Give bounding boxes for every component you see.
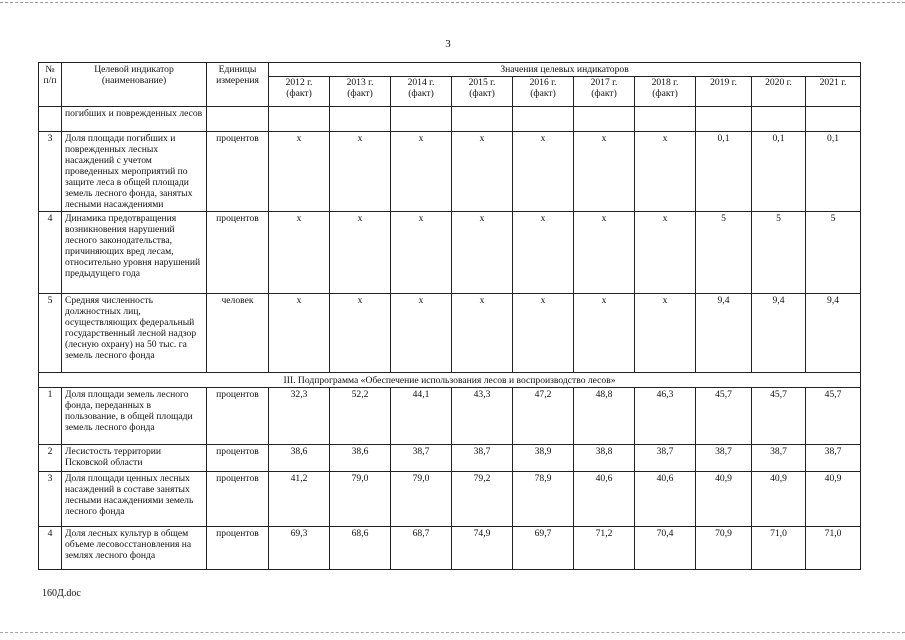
table-row (39, 472, 861, 527)
indicator-value: х (330, 294, 391, 373)
indicator-value: 32,3 (269, 388, 330, 445)
indicator-value: 38,9 (513, 445, 574, 472)
indicator-value: х (574, 212, 635, 294)
indicator-value: 5 (752, 212, 806, 294)
indicator-unit: процентов (207, 445, 269, 472)
indicator-value: х (391, 294, 452, 373)
header-units: Единицы измерения (207, 63, 269, 107)
indicator-unit: процентов (207, 132, 269, 212)
indicator-value: 40,9 (752, 472, 806, 527)
header-year: 2019 г. (696, 77, 752, 107)
indicator-value: 68,7 (391, 527, 452, 570)
indicator-value: х (269, 212, 330, 294)
indicator-value: 43,3 (452, 388, 513, 445)
indicator-value: 47,2 (513, 388, 574, 445)
indicator-name: погибших и поврежденных лесов (62, 107, 207, 132)
indicator-value: 45,7 (696, 388, 752, 445)
scan-edge-bottom (0, 632, 905, 633)
indicator-value: х (452, 212, 513, 294)
indicator-value: 79,0 (391, 472, 452, 527)
page-number: 3 (445, 38, 451, 50)
indicator-name: Доля площади погибших и поврежденных лесных насаждений с учетом проведенных мероприятий по защите леса в общей площади земель лесного фонда, занятых лесными насаждениями (62, 132, 207, 212)
indicator-value: 5 (806, 212, 861, 294)
indicator-unit (207, 107, 269, 132)
indicator-value: 71,0 (806, 527, 861, 570)
indicator-value: 71,0 (752, 527, 806, 570)
indicator-value: 38,6 (330, 445, 391, 472)
indicator-value: 38,7 (696, 445, 752, 472)
indicator-value: х (574, 132, 635, 212)
indicator-value: 71,2 (574, 527, 635, 570)
indicator-unit: процентов (207, 212, 269, 294)
indicator-value: 5 (696, 212, 752, 294)
row-number (39, 107, 62, 132)
table-row-continuation (39, 107, 861, 132)
indicator-value: х (391, 132, 452, 212)
indicator-value: 69,3 (269, 527, 330, 570)
indicator-value: 40,6 (574, 472, 635, 527)
indicator-value: 74,9 (452, 527, 513, 570)
indicator-value: 9,4 (806, 294, 861, 373)
indicator-value: х (330, 212, 391, 294)
indicator-value: 38,8 (574, 445, 635, 472)
indicator-value: 40,6 (635, 472, 696, 527)
row-number: 2 (39, 445, 62, 472)
indicator-value: 70,9 (696, 527, 752, 570)
indicator-value: 68,6 (330, 527, 391, 570)
indicator-value: х (330, 132, 391, 212)
row-number: 4 (39, 212, 62, 294)
indicator-value: х (635, 294, 696, 373)
indicator-unit: процентов (207, 388, 269, 445)
header-year: 2020 г. (752, 77, 806, 107)
header-year: 2017 г. (факт) (574, 77, 635, 107)
indicator-value: 38,7 (635, 445, 696, 472)
indicator-value: х (269, 294, 330, 373)
indicator-value: 79,2 (452, 472, 513, 527)
indicator-name: Динамика предотвращения возникновения нарушений лесного законодательства, причиняющих вред лесам, относительно уровня нарушений предыдущего года (62, 212, 207, 294)
indicator-value: 38,7 (391, 445, 452, 472)
indicator-name: Лесистость территории Псковской области (62, 445, 207, 472)
indicator-value: 38,7 (806, 445, 861, 472)
row-number: 3 (39, 132, 62, 212)
indicator-value: х (635, 212, 696, 294)
row-number: 4 (39, 527, 62, 570)
header-year: 2021 г. (806, 77, 861, 107)
table-row (39, 294, 861, 373)
indicator-value: 0,1 (696, 132, 752, 212)
section-row (39, 373, 861, 388)
indicator-value: х (391, 212, 452, 294)
indicator-unit: процентов (207, 527, 269, 570)
indicator-name: Доля лесных культур в общем объеме лесовосстановления на землях лесного фонда (62, 527, 207, 570)
indicator-value: 45,7 (752, 388, 806, 445)
header-year: 2016 г. (факт) (513, 77, 574, 107)
indicator-value: х (452, 132, 513, 212)
scan-edge-top (0, 2, 905, 3)
table-row (39, 212, 861, 294)
indicator-value: 0,1 (806, 132, 861, 212)
indicator-value: 69,7 (513, 527, 574, 570)
indicator-value: 38,7 (752, 445, 806, 472)
header-indicator: Целевой индикатор (наименование) (62, 63, 207, 107)
header-no: № п/п (39, 63, 62, 107)
indicator-value: 46,3 (635, 388, 696, 445)
table-row (39, 445, 861, 472)
header-year: 2013 г. (факт) (330, 77, 391, 107)
indicator-value: 70,4 (635, 527, 696, 570)
indicator-value: х (513, 294, 574, 373)
indicator-value: х (574, 294, 635, 373)
header-values-title: Значения целевых индикаторов (269, 63, 861, 77)
indicator-name: Доля площади ценных лесных насаждений в составе занятых лесными насаждениями земель лесного фонда (62, 472, 207, 527)
indicator-value: 78,9 (513, 472, 574, 527)
indicator-value: 40,9 (696, 472, 752, 527)
indicator-unit: процентов (207, 472, 269, 527)
indicator-value: х (635, 132, 696, 212)
indicators-table (38, 62, 861, 570)
header-year: 2012 г. (факт) (269, 77, 330, 107)
indicator-value: 0,1 (752, 132, 806, 212)
header-year: 2015 г. (факт) (452, 77, 513, 107)
table-row (39, 527, 861, 570)
indicator-value: 38,7 (452, 445, 513, 472)
indicator-value: 44,1 (391, 388, 452, 445)
header-year: 2014 г. (факт) (391, 77, 452, 107)
header-year: 2018 г. (факт) (635, 77, 696, 107)
row-number: 3 (39, 472, 62, 527)
table-row (39, 132, 861, 212)
indicator-value: х (452, 294, 513, 373)
file-name-footer: 160Д.doc (42, 588, 81, 599)
indicator-value: 48,8 (574, 388, 635, 445)
table-row (39, 388, 861, 445)
indicator-value: 52,2 (330, 388, 391, 445)
section-title: III. Подпрограмма «Обеспечение использования лесов и воспроизводство лесов» (39, 373, 861, 388)
indicator-value: 9,4 (752, 294, 806, 373)
indicator-name: Средняя численность должностных лиц, осуществляющих федеральный государственный лесной надзор (лесную охрану) на 50 тыс. га земель лесного фонда (62, 294, 207, 373)
indicator-value: 45,7 (806, 388, 861, 445)
row-number: 5 (39, 294, 62, 373)
indicator-value: х (513, 132, 574, 212)
row-number: 1 (39, 388, 62, 445)
indicator-value: х (269, 132, 330, 212)
indicator-value: 38,6 (269, 445, 330, 472)
indicator-value: 40,9 (806, 472, 861, 527)
header-row-top (39, 63, 861, 77)
indicator-value: 9,4 (696, 294, 752, 373)
indicator-name: Доля площади земель лесного фонда, переданных в пользование, в общей площади земель лесного фонда (62, 388, 207, 445)
indicator-value: 41,2 (269, 472, 330, 527)
indicator-unit: человек (207, 294, 269, 373)
indicator-value: х (513, 212, 574, 294)
indicator-value: 79,0 (330, 472, 391, 527)
